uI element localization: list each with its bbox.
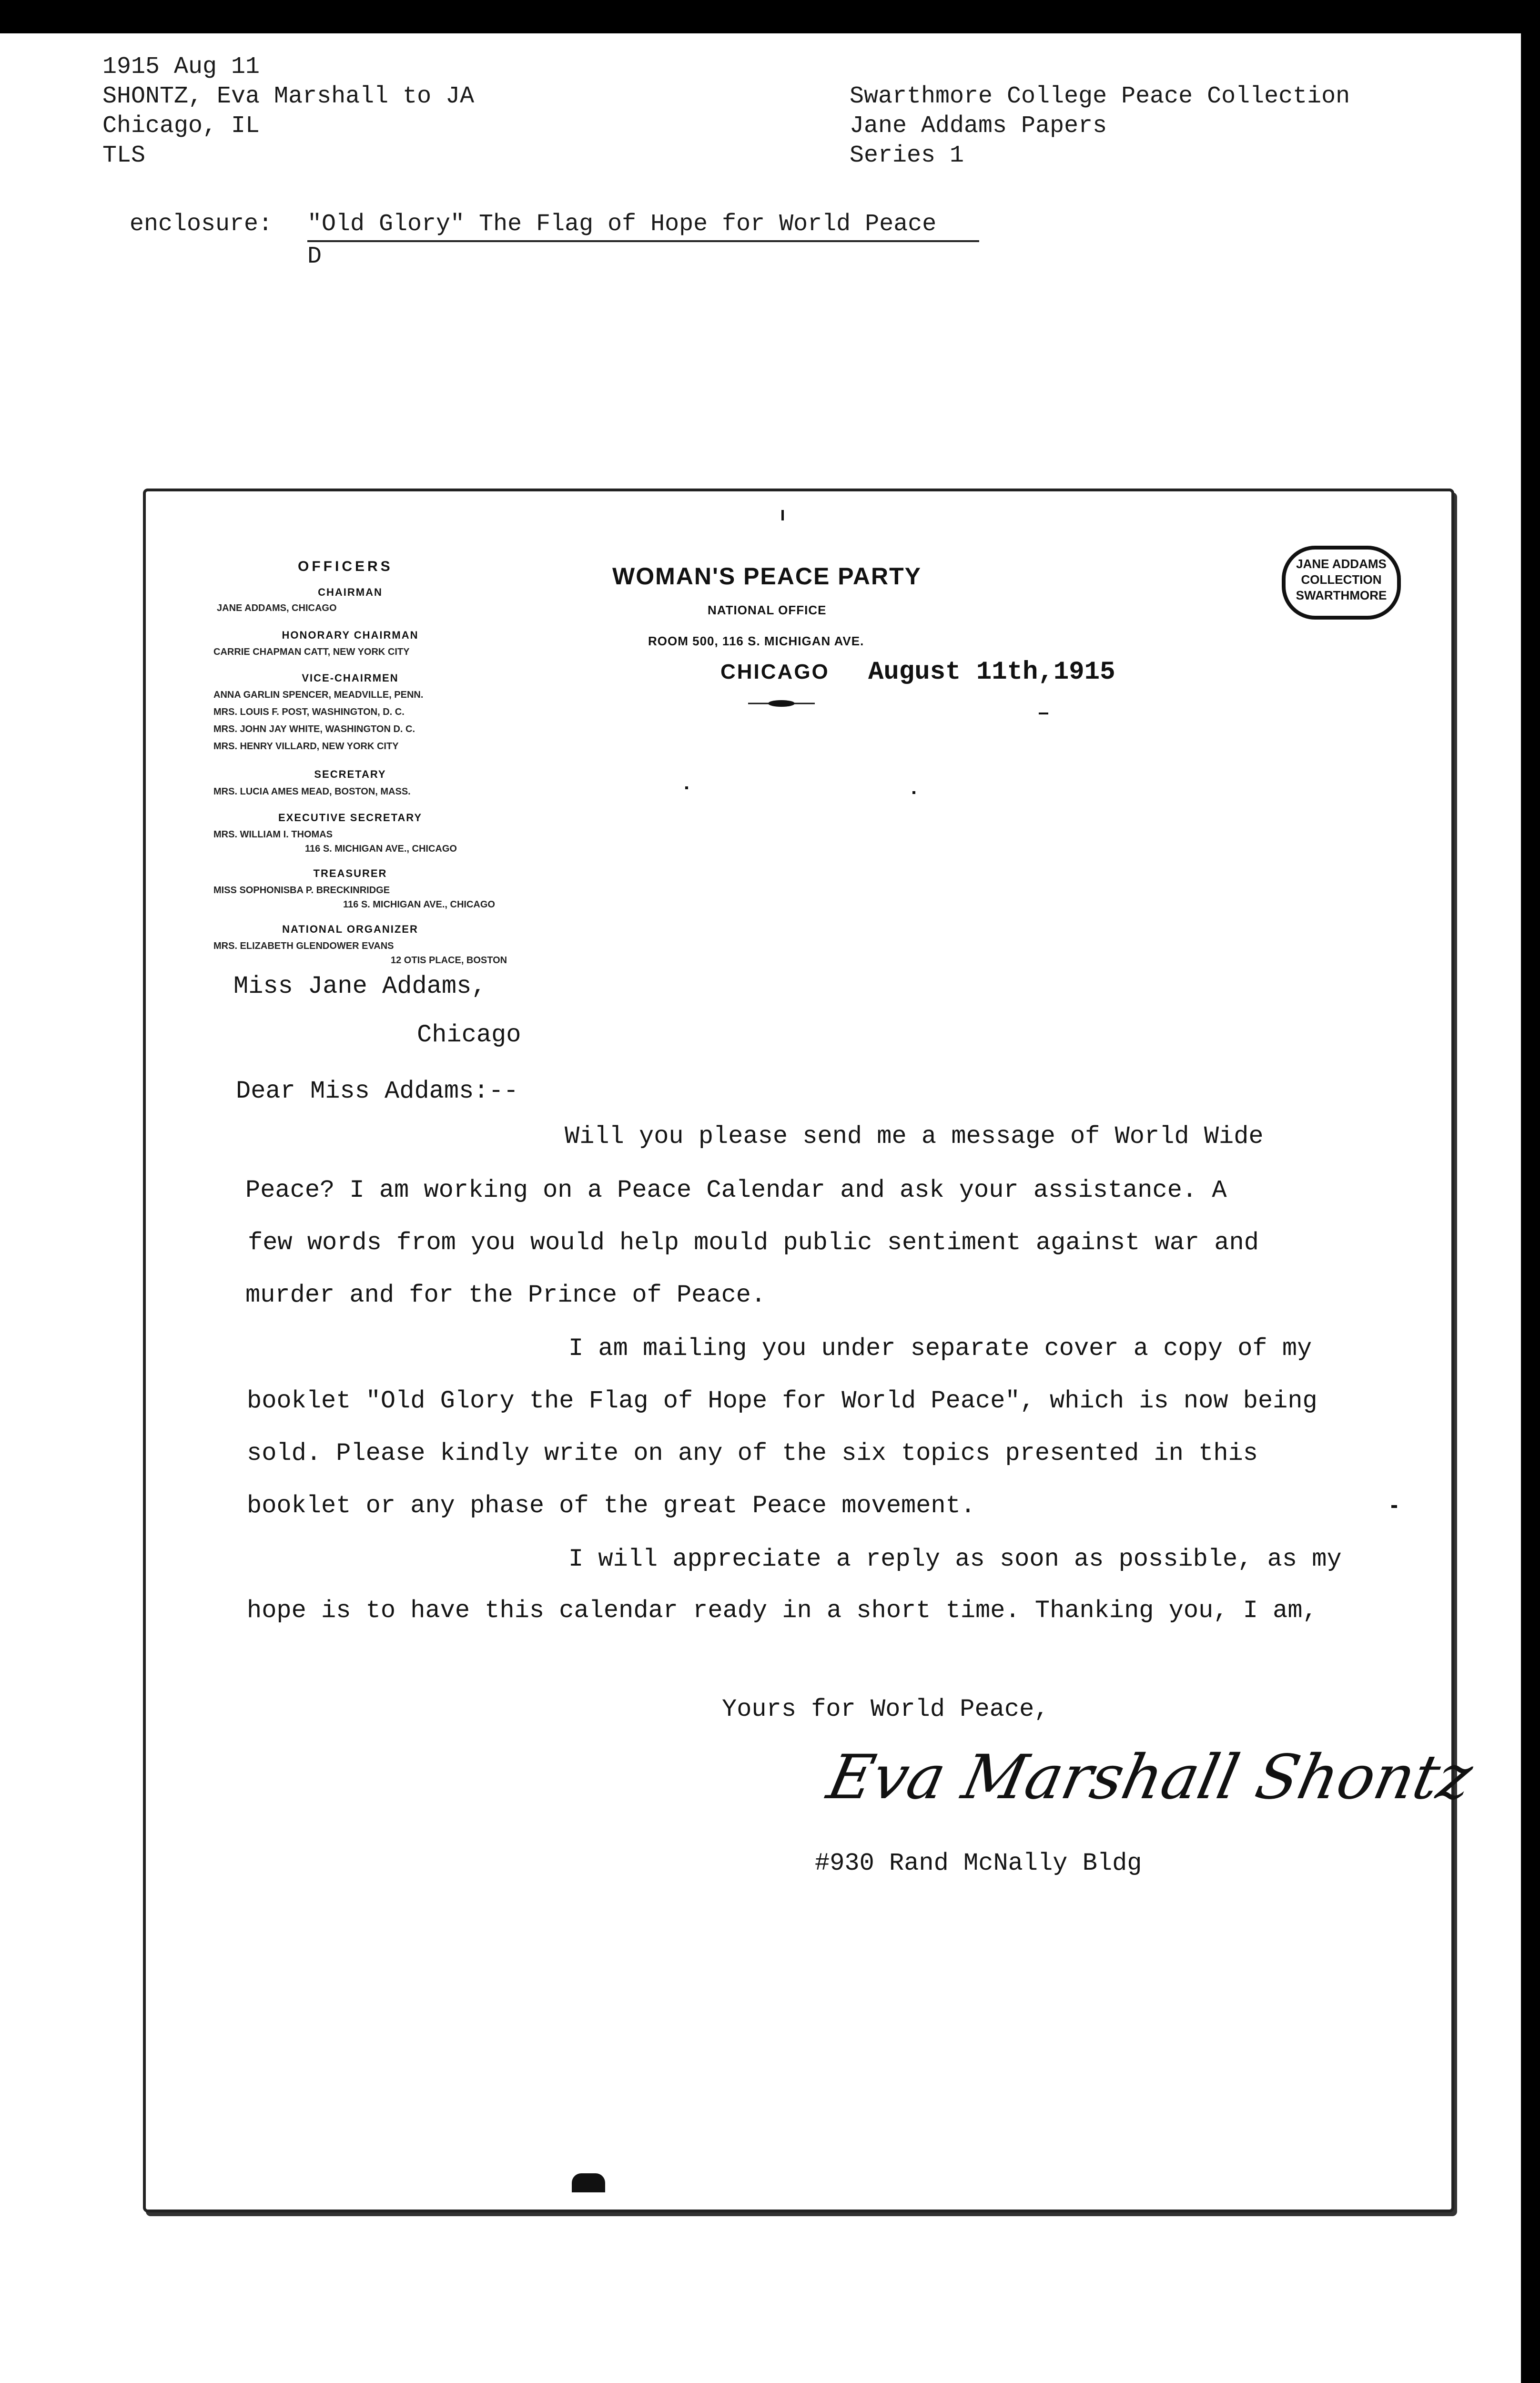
body-line: hope is to have this calendar ready in a short time. Thanking you, I am,: [247, 1597, 1317, 1625]
officer-heading-organizer: NATIONAL ORGANIZER: [282, 923, 418, 935]
catalog-papers: Jane Addams Papers: [850, 112, 1107, 140]
officer-heading-exec: EXECUTIVE SECRETARY: [278, 812, 423, 824]
stamp-line-1: JANE ADDAMS: [1296, 557, 1387, 571]
stamp-line-3: SWARTHMORE: [1296, 588, 1387, 602]
officer-heading-chairman: CHAIRMAN: [318, 586, 383, 598]
officer-address: 116 S. MICHIGAN AVE., CHICAGO: [305, 844, 457, 854]
catalog-type: TLS: [102, 142, 146, 169]
scan-border-top: [0, 0, 1540, 33]
officer-name: MRS. LOUIS F. POST, WASHINGTON, D. C.: [213, 707, 405, 717]
scan-border-right: [1521, 0, 1540, 2383]
officer-name: MRS. JOHN JAY WHITE, WASHINGTON D. C.: [213, 724, 415, 734]
office-address: ROOM 500, 116 S. MICHIGAN AVE.: [648, 634, 864, 648]
scan-speck: [1391, 1505, 1397, 1508]
officer-name: CARRIE CHAPMAN CATT, NEW YORK CITY: [213, 647, 410, 657]
scan-speck: [1039, 713, 1048, 714]
officer-address: 12 OTIS PLACE, BOSTON: [391, 955, 507, 966]
officer-name: MRS. WILLIAM I. THOMAS: [213, 829, 333, 840]
catalog-place: Chicago, IL: [102, 112, 260, 140]
sender-address: #930 Rand McNally Bldg: [815, 1849, 1142, 1877]
officers-title: OFFICERS: [298, 559, 393, 574]
enclosure-title: "Old Glory" The Flag of Hope for World Peace: [307, 210, 979, 242]
recipient-city: Chicago: [417, 1021, 521, 1049]
enclosure-label: enclosure:: [130, 211, 273, 238]
salutation: Dear Miss Addams:--: [236, 1077, 518, 1105]
body-line: sold. Please kindly write on any of the six topics presented in this: [247, 1439, 1258, 1467]
catalog-info-left: [102, 52, 474, 171]
body-line: booklet or any phase of the great Peace movement.: [247, 1492, 976, 1520]
enclosure-code: D: [307, 243, 322, 270]
stamp-line-2: COLLECTION: [1301, 572, 1382, 587]
catalog-date: 1915 Aug 11: [102, 53, 260, 81]
letter-date: August 11th,1915: [868, 658, 1115, 687]
org-name: WOMAN'S PEACE PARTY: [612, 563, 922, 590]
catalog-collection: Swarthmore College Peace Collection: [850, 83, 1350, 110]
scan-speck: [912, 791, 915, 794]
catalog-correspondents: SHONTZ, Eva Marshall to JA: [102, 83, 475, 110]
officer-name: MRS. LUCIA AMES MEAD, BOSTON, MASS.: [213, 786, 411, 797]
body-line: I am mailing you under separate cover a copy of my: [568, 1334, 1312, 1363]
officer-name: ANNA GARLIN SPENCER, MEADVILLE, PENN.: [213, 690, 424, 700]
officer-address: 116 S. MICHIGAN AVE., CHICAGO: [343, 899, 495, 910]
officer-name: MISS SOPHONISBA P. BRECKINRIDGE: [213, 885, 390, 896]
body-line: Peace? I am working on a Peace Calendar and ask your assistance. A: [245, 1176, 1227, 1204]
officer-heading-honorary: HONORARY CHAIRMAN: [282, 629, 419, 641]
closing: Yours for World Peace,: [722, 1695, 1049, 1723]
catalog-series: Series 1: [850, 142, 964, 169]
recipient-name: Miss Jane Addams,: [233, 972, 486, 1000]
national-office: NATIONAL OFFICE: [708, 603, 827, 617]
officer-heading-secretary: SECRETARY: [314, 768, 386, 780]
collection-stamp: [1282, 546, 1401, 620]
signature: Eva Marshall Shontz: [821, 1742, 1479, 1813]
officer-name: MRS. HENRY VILLARD, NEW YORK CITY: [213, 741, 399, 752]
officer-name: JANE ADDAMS, CHICAGO: [217, 603, 337, 613]
scan-speck: [685, 786, 688, 789]
scan-speck: [572, 2173, 605, 2192]
officer-name: MRS. ELIZABETH GLENDOWER EVANS: [213, 941, 394, 951]
catalog-info-right: [850, 82, 1350, 171]
officer-heading-treasurer: TREASURER: [313, 867, 387, 879]
scan-speck: [781, 510, 784, 520]
body-line: Will you please send me a message of World Wide: [565, 1122, 1264, 1151]
body-line: I will appreciate a reply as soon as possible, as my: [568, 1545, 1342, 1573]
ornament-icon: [748, 700, 815, 707]
body-line: booklet "Old Glory the Flag of Hope for World Peace", which is now being: [247, 1387, 1317, 1415]
body-line: murder and for the Prince of Peace.: [245, 1281, 766, 1309]
letterhead-city: CHICAGO: [720, 660, 830, 683]
body-line: few words from you would help mould public sentiment against war and: [248, 1229, 1259, 1257]
officer-heading-vice: VICE-CHAIRMEN: [302, 672, 399, 684]
